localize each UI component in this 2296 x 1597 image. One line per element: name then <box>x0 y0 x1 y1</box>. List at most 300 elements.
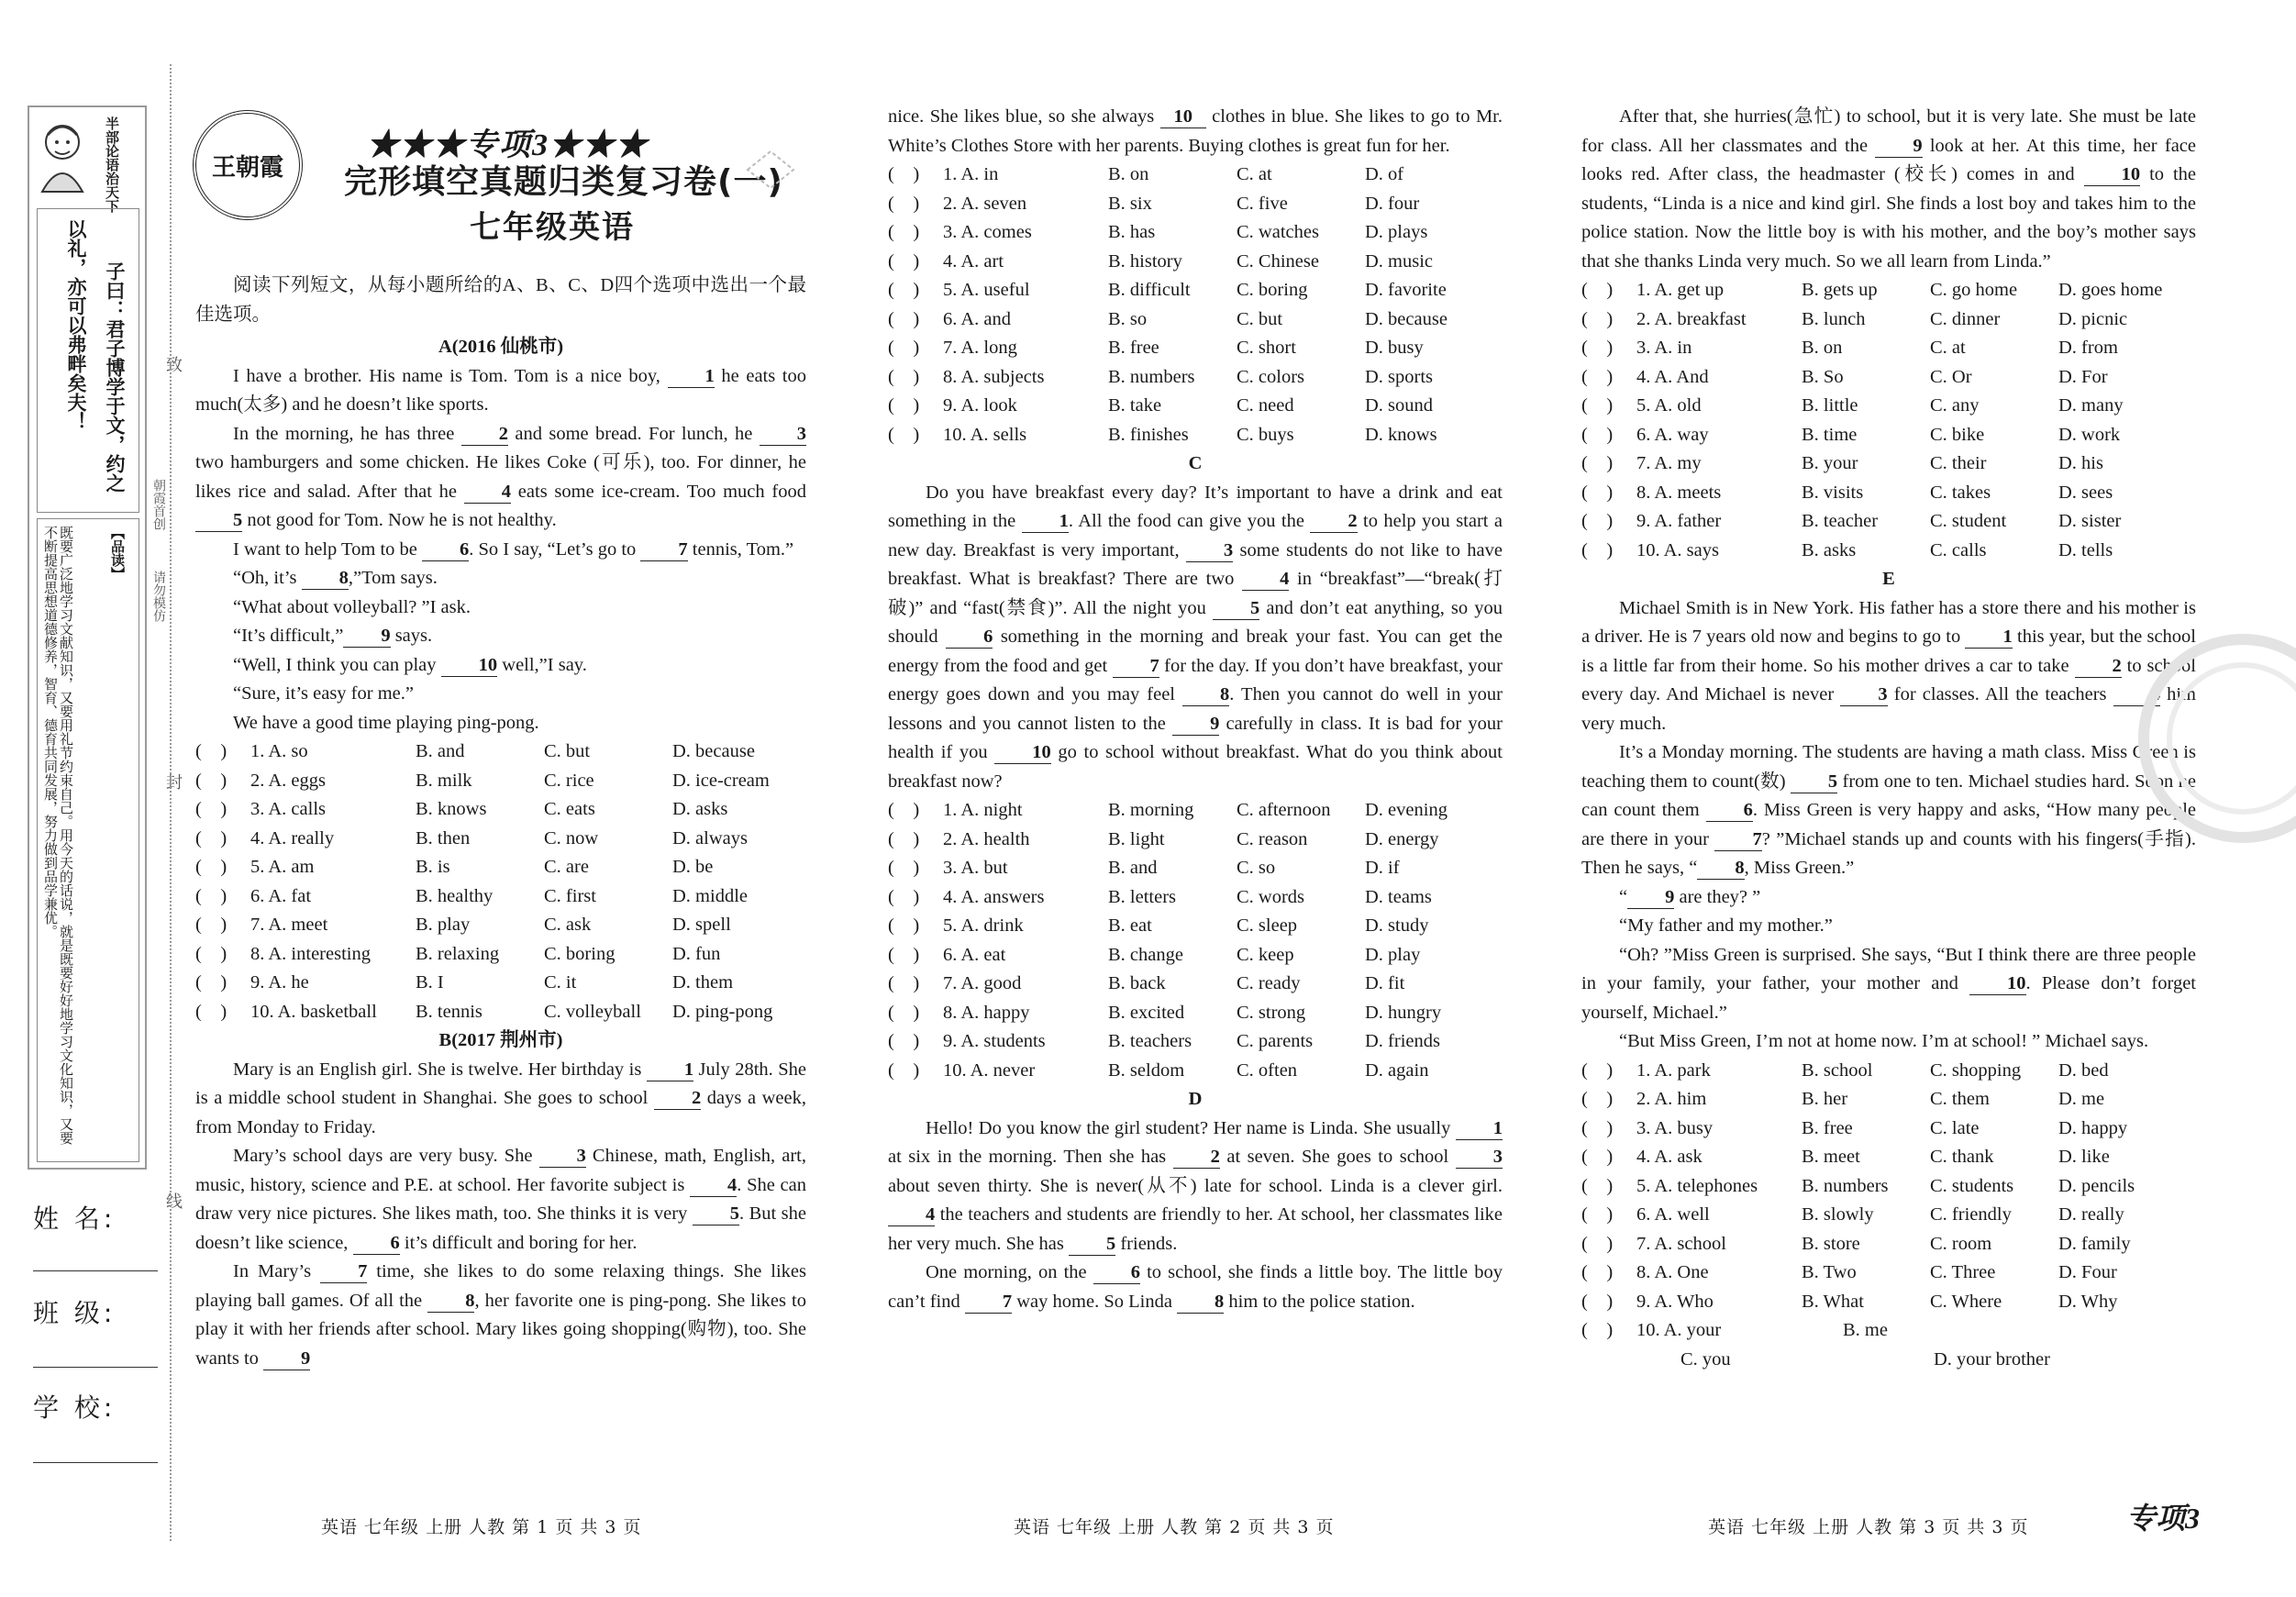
answer-bracket[interactable]: ( ) <box>195 770 227 791</box>
answer-bracket[interactable]: ( ) <box>1581 453 1614 473</box>
answer-bracket[interactable]: ( ) <box>1581 1291 1614 1312</box>
option-b[interactable]: B. visits <box>1802 482 1864 503</box>
class-line[interactable] <box>33 1367 158 1368</box>
answer-bracket[interactable]: ( ) <box>1581 511 1614 531</box>
blank-8[interactable]: 8 <box>1697 857 1744 880</box>
blank-1[interactable]: 1 <box>1965 626 2012 649</box>
option-c[interactable]: C. at <box>1237 164 1272 184</box>
option-b[interactable]: B. her <box>1802 1089 1848 1109</box>
option-b[interactable]: B. on <box>1802 338 1843 358</box>
option-d[interactable]: D. hungry <box>1365 1002 1442 1023</box>
blank-6[interactable]: 6 <box>353 1232 400 1255</box>
option-b[interactable]: B. and <box>1108 858 1158 878</box>
option-a[interactable]: 7. A. my <box>1636 453 1702 473</box>
option-d[interactable]: D. always <box>672 827 748 848</box>
option-c[interactable]: C. Or <box>1930 366 1972 387</box>
option-d[interactable]: D. your brother <box>1934 1348 2050 1370</box>
option-d[interactable]: D. sound <box>1365 395 1434 416</box>
option-a[interactable]: 4. A. really <box>250 827 335 848</box>
option-d[interactable]: D. picnic <box>2058 308 2128 329</box>
blank-3[interactable]: 3 <box>1456 1146 1503 1169</box>
blank-1[interactable]: 1 <box>668 365 715 388</box>
option-b[interactable]: B. milk <box>416 770 472 791</box>
option-b[interactable]: B. teacher <box>1802 511 1879 531</box>
blank-6[interactable]: 6 <box>1706 799 1753 822</box>
option-a[interactable]: 3. A. but <box>943 858 1008 878</box>
answer-bracket[interactable]: ( ) <box>888 395 920 416</box>
option-a[interactable]: 6. A. eat <box>943 944 1006 965</box>
option-d[interactable]: D. really <box>2058 1204 2124 1225</box>
blank-8[interactable]: 8 <box>1182 683 1229 706</box>
option-d[interactable]: D. happy <box>2058 1117 2128 1138</box>
answer-bracket[interactable]: ( ) <box>195 827 227 848</box>
option-b[interactable]: B. difficult <box>1108 280 1191 300</box>
option-d[interactable]: D. fun <box>672 943 721 964</box>
blank-6[interactable]: 6 <box>1093 1261 1140 1284</box>
option-b[interactable]: B. take <box>1108 395 1162 416</box>
option-c[interactable]: C. are <box>544 857 589 877</box>
blank-3[interactable]: 3 <box>1186 539 1233 562</box>
option-a[interactable]: 8. A. subjects <box>943 366 1045 387</box>
option-d[interactable]: D. study <box>1365 915 1429 936</box>
option-c[interactable]: C. calls <box>1930 539 1987 560</box>
blank-8[interactable]: 8 <box>1177 1291 1224 1314</box>
option-b[interactable]: B. light <box>1108 828 1165 849</box>
option-d[interactable]: D. play <box>1365 944 1421 965</box>
option-c[interactable]: C. at <box>1930 338 1966 358</box>
answer-bracket[interactable]: ( ) <box>1581 395 1614 416</box>
blank-2[interactable]: 2 <box>461 423 508 446</box>
option-b[interactable]: B. So <box>1802 366 1844 387</box>
option-d[interactable]: D. me <box>2058 1089 2105 1109</box>
blank-4[interactable]: 4 <box>1242 568 1289 591</box>
blank-5[interactable]: 5 <box>195 509 242 532</box>
answer-bracket[interactable]: ( ) <box>888 366 920 387</box>
answer-bracket[interactable]: ( ) <box>195 972 227 993</box>
blank-10[interactable]: 10 <box>441 654 498 677</box>
option-c[interactable]: C. go home <box>1930 280 2018 300</box>
blank-7[interactable]: 7 <box>1113 655 1159 678</box>
answer-bracket[interactable]: ( ) <box>195 857 227 877</box>
option-d[interactable]: D. pencils <box>2058 1175 2135 1196</box>
option-a[interactable]: 1. A. in <box>943 164 999 184</box>
option-c[interactable]: C. late <box>1930 1117 1980 1138</box>
answer-bracket[interactable]: ( ) <box>195 885 227 906</box>
blank-7[interactable]: 7 <box>320 1260 367 1283</box>
option-a[interactable]: 2. A. health <box>943 828 1030 849</box>
option-d[interactable]: D. many <box>2058 395 2124 416</box>
option-a[interactable]: 10. A. never <box>943 1059 1036 1081</box>
option-b[interactable]: B. Two <box>1802 1262 1857 1282</box>
option-a[interactable]: 5. A. telephones <box>1636 1175 1758 1196</box>
option-d[interactable]: D. sports <box>1365 366 1434 387</box>
option-a[interactable]: 10. A. sells <box>943 424 1027 445</box>
option-d[interactable]: D. his <box>2058 453 2103 473</box>
option-b[interactable]: B. finishes <box>1108 424 1189 445</box>
option-d[interactable]: D. because <box>1365 308 1447 329</box>
option-b[interactable]: B. is <box>416 857 450 877</box>
blank-2[interactable]: 2 <box>1173 1146 1220 1169</box>
option-a[interactable]: 8. A. One <box>1636 1262 1709 1282</box>
answer-bracket[interactable]: ( ) <box>888 308 920 329</box>
blank-4[interactable]: 4 <box>2113 683 2160 706</box>
answer-bracket[interactable]: ( ) <box>888 1002 920 1023</box>
option-d[interactable]: D. bed <box>2058 1059 2109 1081</box>
answer-bracket[interactable]: ( ) <box>1581 1147 1614 1167</box>
option-d[interactable]: D. sister <box>2058 511 2122 531</box>
option-c[interactable]: C. eats <box>544 799 595 819</box>
option-a[interactable]: 4. A. art <box>943 250 1004 272</box>
option-a[interactable]: 9. A. students <box>943 1031 1046 1051</box>
option-b[interactable]: B. history <box>1108 250 1182 272</box>
blank-10[interactable]: 10 <box>1160 105 1206 128</box>
option-c[interactable]: C. afternoon <box>1237 800 1331 820</box>
answer-bracket[interactable]: ( ) <box>888 280 920 300</box>
option-c[interactable]: C. any <box>1930 395 1980 416</box>
option-a[interactable]: 3. A. comes <box>943 222 1032 242</box>
answer-bracket[interactable]: ( ) <box>888 222 920 242</box>
option-d[interactable]: D. goes home <box>2058 280 2163 300</box>
option-d[interactable]: D. work <box>2058 424 2121 445</box>
blank-4[interactable]: 4 <box>888 1203 935 1226</box>
option-a[interactable]: 7. A. meet <box>250 915 328 935</box>
answer-bracket[interactable]: ( ) <box>888 800 920 820</box>
answer-bracket[interactable]: ( ) <box>888 944 920 965</box>
option-c[interactable]: C. volleyball <box>544 1001 641 1022</box>
option-a[interactable]: 4. A. And <box>1636 366 1709 387</box>
option-d[interactable]: D. if <box>1365 858 1400 878</box>
option-b[interactable]: B. so <box>1108 308 1148 329</box>
blank-5[interactable]: 5 <box>1213 597 1259 620</box>
option-d[interactable]: D. ping-pong <box>672 1001 773 1022</box>
option-a[interactable]: 3. A. busy <box>1636 1117 1714 1138</box>
option-c[interactable]: C. them <box>1930 1089 1990 1109</box>
option-b[interactable]: B. me <box>1843 1320 1888 1340</box>
option-d[interactable]: D. tells <box>2058 539 2113 560</box>
option-a[interactable]: 6. A. well <box>1636 1204 1710 1225</box>
option-b[interactable]: B. What <box>1802 1291 1864 1312</box>
option-c[interactable]: C. ready <box>1237 973 1301 993</box>
option-a[interactable]: 3. A. calls <box>250 799 326 819</box>
answer-bracket[interactable]: ( ) <box>888 1059 920 1081</box>
answer-bracket[interactable]: ( ) <box>888 1031 920 1051</box>
blank-5[interactable]: 5 <box>1791 771 1837 793</box>
option-c[interactable]: C. their <box>1930 453 1987 473</box>
option-b[interactable]: B. numbers <box>1802 1175 1889 1196</box>
option-d[interactable]: D. asks <box>672 799 728 819</box>
blank-4[interactable]: 4 <box>464 481 511 504</box>
option-b[interactable]: B. time <box>1802 424 1858 445</box>
option-d[interactable]: D. them <box>672 972 734 993</box>
answer-bracket[interactable]: ( ) <box>1581 1204 1614 1225</box>
answer-bracket[interactable]: ( ) <box>1581 1320 1614 1340</box>
option-a[interactable]: 5. A. old <box>1636 395 1702 416</box>
option-b[interactable]: B. numbers <box>1108 366 1195 387</box>
answer-bracket[interactable]: ( ) <box>1581 1175 1614 1196</box>
option-d[interactable]: D. like <box>2058 1147 2110 1167</box>
option-b[interactable]: B. letters <box>1108 886 1177 907</box>
option-b[interactable]: B. lunch <box>1802 308 1866 329</box>
option-d[interactable]: D. sees <box>2058 482 2113 503</box>
option-a[interactable]: 9. A. he <box>250 972 309 993</box>
option-d[interactable]: D. four <box>1365 193 1420 214</box>
blank-6[interactable]: 6 <box>422 538 469 561</box>
option-d[interactable]: D. music <box>1365 250 1434 272</box>
blank-6[interactable]: 6 <box>946 626 993 649</box>
option-d[interactable]: D. of <box>1365 164 1404 184</box>
option-a[interactable]: 8. A. happy <box>943 1002 1030 1023</box>
answer-bracket[interactable]: ( ) <box>195 915 227 935</box>
option-a[interactable]: 5. A. drink <box>943 915 1024 936</box>
option-c[interactable]: C. need <box>1237 395 1294 416</box>
option-b[interactable]: B. free <box>1802 1117 1853 1138</box>
option-b[interactable]: B. six <box>1108 193 1152 214</box>
option-b[interactable]: B. change <box>1108 944 1183 965</box>
option-a[interactable]: 5. A. am <box>250 857 315 877</box>
option-a[interactable]: 9. A. look <box>943 395 1017 416</box>
blank-9[interactable]: 9 <box>263 1347 310 1370</box>
option-c[interactable]: C. students <box>1930 1175 2014 1196</box>
option-a[interactable]: 1. A. park <box>1636 1059 1711 1081</box>
option-d[interactable]: D. plays <box>1365 222 1428 242</box>
option-c[interactable]: C. you <box>1680 1348 1731 1370</box>
option-c[interactable]: C. dinner <box>1930 308 2001 329</box>
blank-1[interactable]: 1 <box>1456 1117 1503 1140</box>
option-d[interactable]: D. Why <box>2058 1291 2118 1312</box>
blank-7[interactable]: 7 <box>1714 828 1761 851</box>
option-b[interactable]: B. asks <box>1802 539 1857 560</box>
answer-bracket[interactable]: ( ) <box>1581 338 1614 358</box>
option-a[interactable]: 5. A. useful <box>943 280 1030 300</box>
option-b[interactable]: B. seldom <box>1108 1059 1185 1081</box>
option-d[interactable]: D. ice-cream <box>672 770 770 791</box>
answer-bracket[interactable]: ( ) <box>195 943 227 964</box>
option-b[interactable]: B. play <box>416 915 471 935</box>
option-b[interactable]: B. knows <box>416 799 487 819</box>
blank-3[interactable]: 3 <box>539 1145 586 1168</box>
option-a[interactable]: 2. A. him <box>1636 1089 1707 1109</box>
option-a[interactable]: 2. A. breakfast <box>1636 308 1747 329</box>
answer-bracket[interactable]: ( ) <box>888 858 920 878</box>
blank-3[interactable]: 3 <box>760 423 806 446</box>
option-b[interactable]: B. meet <box>1802 1147 1860 1167</box>
option-d[interactable]: D. because <box>672 741 755 761</box>
option-c[interactable]: C. takes <box>1930 482 1991 503</box>
option-c[interactable]: C. room <box>1930 1233 1992 1254</box>
option-a[interactable]: 9. A. Who <box>1636 1291 1714 1312</box>
blank-7[interactable]: 7 <box>965 1291 1012 1314</box>
answer-bracket[interactable]: ( ) <box>888 338 920 358</box>
option-b[interactable]: B. eat <box>1108 915 1152 936</box>
option-b[interactable]: B. relaxing <box>416 943 500 964</box>
answer-bracket[interactable]: ( ) <box>888 193 920 214</box>
blank-9[interactable]: 9 <box>1627 886 1674 909</box>
option-b[interactable]: B. then <box>416 827 471 848</box>
blank-5[interactable]: 5 <box>1069 1233 1115 1256</box>
option-c[interactable]: C. so <box>1237 858 1276 878</box>
name-line[interactable] <box>33 1270 158 1271</box>
blank-10[interactable]: 10 <box>1969 972 2026 995</box>
option-d[interactable]: D. teams <box>1365 886 1432 907</box>
answer-bracket[interactable]: ( ) <box>1581 539 1614 560</box>
option-d[interactable]: D. family <box>2058 1233 2131 1254</box>
blank-9[interactable]: 9 <box>1875 135 1922 158</box>
option-a[interactable]: 6. A. way <box>1636 424 1709 445</box>
option-d[interactable]: D. energy <box>1365 828 1439 849</box>
option-d[interactable]: D. spell <box>672 915 731 935</box>
answer-bracket[interactable]: ( ) <box>888 915 920 936</box>
blank-1[interactable]: 1 <box>1022 510 1069 533</box>
option-b[interactable]: B. I <box>416 972 444 993</box>
option-a[interactable]: 9. A. father <box>1636 511 1722 531</box>
option-b[interactable]: B. store <box>1802 1233 1860 1254</box>
option-d[interactable]: D. favorite <box>1365 280 1447 300</box>
option-a[interactable]: 7. A. school <box>1636 1233 1726 1254</box>
option-b[interactable]: B. excited <box>1108 1002 1185 1023</box>
option-a[interactable]: 1. A. get up <box>1636 280 1725 300</box>
option-c[interactable]: C. but <box>1237 308 1283 329</box>
answer-bracket[interactable]: ( ) <box>1581 1117 1614 1138</box>
answer-bracket[interactable]: ( ) <box>1581 366 1614 387</box>
answer-bracket[interactable]: ( ) <box>888 828 920 849</box>
option-c[interactable]: C. rice <box>544 770 594 791</box>
option-b[interactable]: B. and <box>416 741 465 761</box>
option-c[interactable]: C. sleep <box>1237 915 1298 936</box>
option-b[interactable]: B. back <box>1108 973 1166 993</box>
option-c[interactable]: C. Three <box>1930 1262 1996 1282</box>
option-d[interactable]: D. busy <box>1365 338 1424 358</box>
answer-bracket[interactable]: ( ) <box>888 424 920 445</box>
option-d[interactable]: D. friends <box>1365 1031 1440 1051</box>
option-b[interactable]: B. little <box>1802 395 1858 416</box>
answer-bracket[interactable]: ( ) <box>1581 424 1614 445</box>
blank-9[interactable]: 9 <box>1172 713 1219 736</box>
option-d[interactable]: D. knows <box>1365 424 1437 445</box>
answer-bracket[interactable]: ( ) <box>1581 1262 1614 1282</box>
option-c[interactable]: C. words <box>1237 886 1305 907</box>
answer-bracket[interactable]: ( ) <box>1581 280 1614 300</box>
option-a[interactable]: 6. A. and <box>943 308 1012 329</box>
answer-bracket[interactable]: ( ) <box>1581 1089 1614 1109</box>
option-c[interactable]: C. shopping <box>1930 1059 2022 1081</box>
answer-bracket[interactable]: ( ) <box>1581 1059 1614 1081</box>
option-c[interactable]: C. keep <box>1237 944 1294 965</box>
answer-bracket[interactable]: ( ) <box>195 799 227 819</box>
option-a[interactable]: 1. A. so <box>250 741 308 761</box>
option-c[interactable]: C. now <box>544 827 599 848</box>
option-c[interactable]: C. thank <box>1930 1147 1994 1167</box>
option-b[interactable]: B. healthy <box>416 885 494 906</box>
option-b[interactable]: B. morning <box>1108 800 1194 820</box>
option-b[interactable]: B. gets up <box>1802 280 1878 300</box>
option-d[interactable]: D. middle <box>672 885 748 906</box>
option-c[interactable]: C. watches <box>1237 222 1319 242</box>
option-a[interactable]: 7. A. good <box>943 973 1022 993</box>
option-c[interactable]: C. friendly <box>1930 1204 2012 1225</box>
option-c[interactable]: C. bike <box>1930 424 1985 445</box>
option-c[interactable]: C. boring <box>544 943 616 964</box>
blank-4[interactable]: 4 <box>690 1174 737 1197</box>
answer-bracket[interactable]: ( ) <box>1581 482 1614 503</box>
option-a[interactable]: 2. A. seven <box>943 193 1027 214</box>
blank-7[interactable]: 7 <box>640 538 687 561</box>
option-c[interactable]: C. Chinese <box>1237 250 1319 272</box>
answer-bracket[interactable]: ( ) <box>888 886 920 907</box>
option-a[interactable]: 4. A. answers <box>943 886 1045 907</box>
option-b[interactable]: B. slowly <box>1802 1204 1874 1225</box>
option-c[interactable]: C. colors <box>1237 366 1305 387</box>
option-d[interactable]: D. evening <box>1365 800 1447 820</box>
blank-8[interactable]: 8 <box>427 1290 474 1313</box>
answer-bracket[interactable]: ( ) <box>195 1001 227 1022</box>
option-b[interactable]: B. on <box>1108 164 1149 184</box>
answer-bracket[interactable]: ( ) <box>1581 1233 1614 1254</box>
option-a[interactable]: 2. A. eggs <box>250 770 326 791</box>
option-d[interactable]: D. again <box>1365 1059 1429 1081</box>
option-c[interactable]: C. boring <box>1237 280 1308 300</box>
option-c[interactable]: C. reason <box>1237 828 1308 849</box>
option-c[interactable]: C. parents <box>1237 1031 1314 1051</box>
blank-10[interactable]: 10 <box>2084 163 2141 186</box>
option-c[interactable]: C. often <box>1237 1059 1298 1081</box>
blank-2[interactable]: 2 <box>2075 655 2122 678</box>
option-d[interactable]: D. be <box>672 857 714 877</box>
option-d[interactable]: D. fit <box>1365 973 1405 993</box>
option-c[interactable]: C. student <box>1930 511 2007 531</box>
answer-bracket[interactable]: ( ) <box>888 250 920 272</box>
blank-5[interactable]: 5 <box>693 1203 739 1225</box>
option-c[interactable]: C. strong <box>1237 1002 1306 1023</box>
option-a[interactable]: 3. A. in <box>1636 338 1692 358</box>
blank-1[interactable]: 1 <box>647 1059 693 1081</box>
option-a[interactable]: 6. A. fat <box>250 885 312 906</box>
blank-2[interactable]: 2 <box>1310 510 1357 533</box>
blank-9[interactable]: 9 <box>343 625 390 648</box>
option-c[interactable]: C. short <box>1237 338 1296 358</box>
option-c[interactable]: C. but <box>544 741 591 761</box>
option-b[interactable]: B. your <box>1802 453 1858 473</box>
option-c[interactable]: C. ask <box>544 915 592 935</box>
blank-3[interactable]: 3 <box>1840 683 1887 706</box>
blank-10[interactable]: 10 <box>994 741 1051 764</box>
option-c[interactable]: C. first <box>544 885 596 906</box>
option-a[interactable]: 7. A. long <box>943 338 1017 358</box>
option-a[interactable]: 8. A. interesting <box>250 943 371 964</box>
option-a[interactable]: 10. A. your <box>1636 1320 1722 1340</box>
answer-bracket[interactable]: ( ) <box>888 973 920 993</box>
option-b[interactable]: B. school <box>1802 1059 1873 1081</box>
school-line[interactable] <box>33 1462 158 1463</box>
answer-bracket[interactable]: ( ) <box>888 164 920 184</box>
option-b[interactable]: B. free <box>1108 338 1159 358</box>
option-a[interactable]: 10. A. basketball <box>250 1001 377 1022</box>
blank-2[interactable]: 2 <box>654 1087 701 1110</box>
option-c[interactable]: C. it <box>544 972 577 993</box>
answer-bracket[interactable]: ( ) <box>1581 308 1614 329</box>
option-d[interactable]: D. Four <box>2058 1262 2117 1282</box>
option-b[interactable]: B. teachers <box>1108 1031 1192 1051</box>
option-d[interactable]: D. from <box>2058 338 2118 358</box>
option-a[interactable]: 10. A. says <box>1636 539 1719 560</box>
option-c[interactable]: C. Where <box>1930 1291 2002 1312</box>
blank-8[interactable]: 8 <box>302 567 349 590</box>
option-b[interactable]: B. has <box>1108 222 1156 242</box>
option-b[interactable]: B. tennis <box>416 1001 482 1022</box>
option-a[interactable]: 4. A. ask <box>1636 1147 1703 1167</box>
option-c[interactable]: C. five <box>1237 193 1288 214</box>
option-a[interactable]: 1. A. night <box>943 800 1023 820</box>
option-c[interactable]: C. buys <box>1237 424 1294 445</box>
